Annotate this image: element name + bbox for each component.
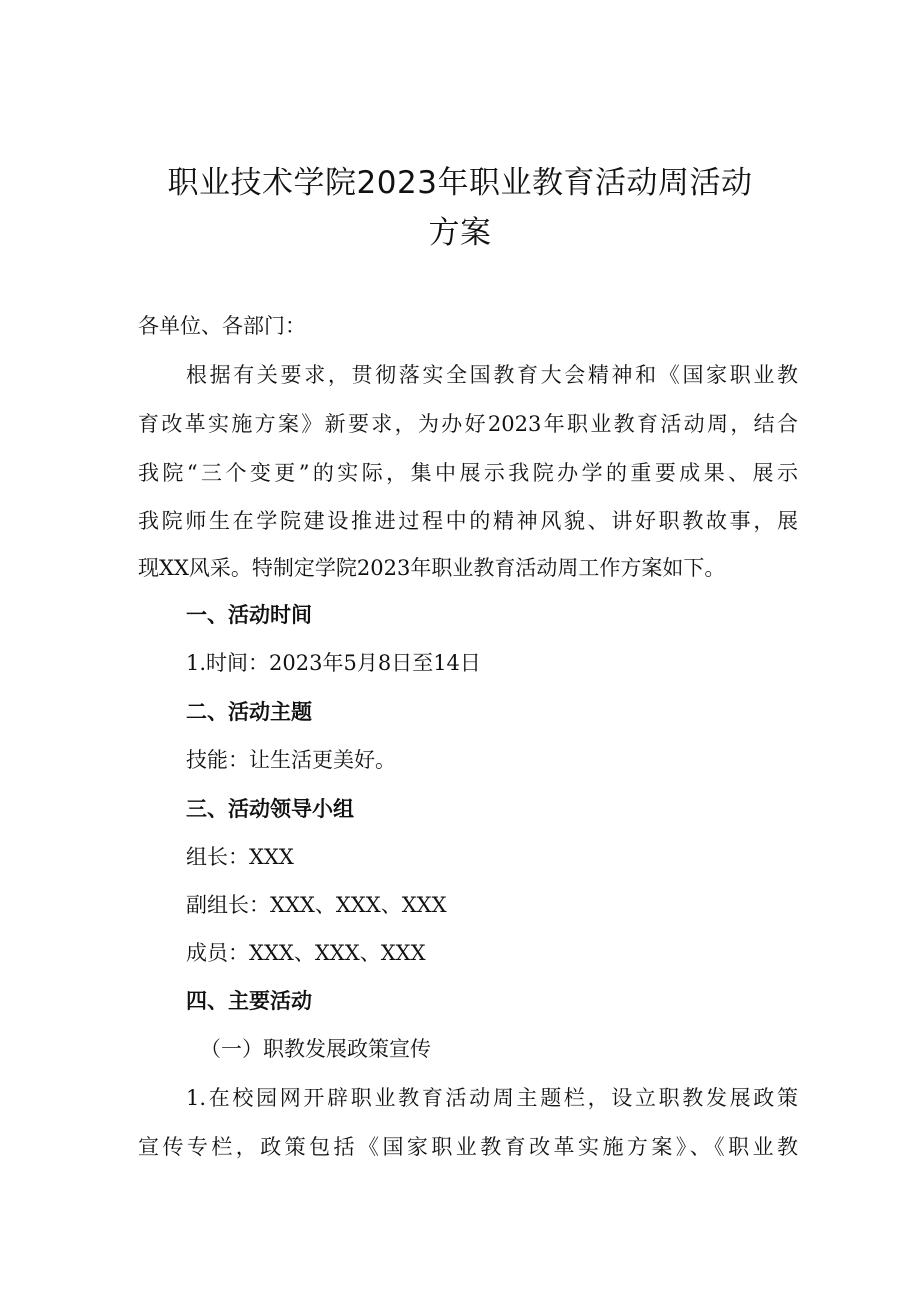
intro-line-5: 现XX风采。特制定学院2023年职业教育活动周工作方案如下。 [138, 556, 726, 580]
subsection-policy-publicity: （一）职教发展政策宣传 [200, 1037, 431, 1061]
group-leader: 组长：XXX [186, 845, 294, 869]
intro-line-2: 育改革实施方案》新要求，为办好2023年职业教育活动周，结合 [138, 412, 798, 436]
section-heading-activities: 四、主要活动 [186, 989, 312, 1013]
event-time: 1.时间：2023年5月8日至14日 [186, 651, 481, 675]
intro-line-4: 我院师生在学院建设推进过程中的精神风貌、讲好职教故事，展 [138, 509, 798, 533]
intro-line-3: 我院“三个变更”的实际，集中展示我院办学的重要成果、展示 [138, 461, 798, 485]
document-title-line-1: 职业技术学院2023年职业教育活动周活动 [167, 165, 753, 201]
activity-item-1-line-1: 1.在校园网开辟职业教育活动周主题栏，设立职教发展政策 [186, 1086, 798, 1110]
document-title-line-2: 方案 [428, 215, 492, 251]
section-heading-theme: 二、活动主题 [186, 700, 312, 724]
activity-item-1-line-2: 宣传专栏，政策包括《国家职业教育改革实施方案》、《职业教 [138, 1135, 798, 1159]
event-theme: 技能：让生活更美好。 [186, 748, 396, 772]
intro-line-1: 根据有关要求，贯彻落实全国教育大会精神和《国家职业教 [186, 363, 798, 387]
section-heading-leadership: 三、活动领导小组 [186, 797, 354, 821]
section-heading-time: 一、活动时间 [186, 603, 312, 627]
group-members: 成员：XXX、XXX、XXX [186, 941, 426, 965]
deputy-leaders: 副组长：XXX、XXX、XXX [186, 893, 447, 917]
salutation: 各单位、各部门： [138, 314, 306, 338]
